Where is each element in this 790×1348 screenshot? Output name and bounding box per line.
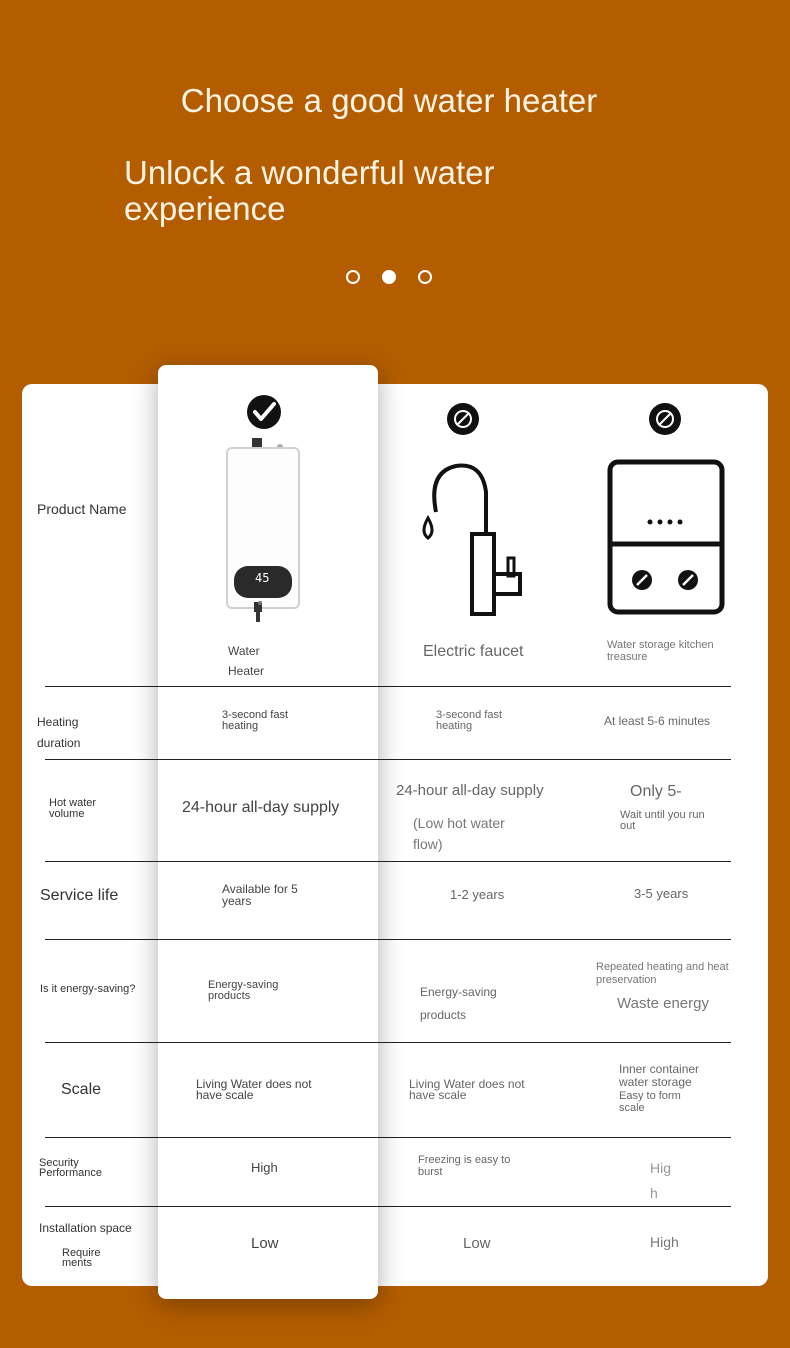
- page-subtitle: Unlock a wonderful water experience: [124, 154, 495, 227]
- energy-c4: Repeated heating and heat: [596, 961, 729, 973]
- row-label-scale: Scale: [61, 1081, 102, 1098]
- checkmark-icon: [247, 395, 281, 429]
- heating-c3: 3-second fast: [436, 709, 503, 721]
- volume-c4: out: [620, 820, 636, 832]
- energy-c4: preservation: [596, 974, 657, 986]
- energy-c2: products: [208, 990, 251, 1002]
- prohibited-icon: [649, 403, 681, 435]
- row-label-heating: duration: [37, 736, 81, 750]
- scale-c3: Living Water does not: [409, 1077, 525, 1091]
- security-c4: h: [650, 1185, 658, 1201]
- install-c3: Low: [463, 1235, 491, 1252]
- service-c3: 1-2 years: [450, 887, 505, 902]
- scale-c4: water storage: [619, 1075, 692, 1089]
- row-label-product-name: Product Name: [37, 501, 127, 517]
- carousel-dot-1[interactable]: [346, 270, 360, 284]
- row-divider: [45, 861, 731, 862]
- row-label-security: Performance: [39, 1167, 102, 1179]
- service-c4: 3-5 years: [634, 886, 689, 901]
- security-c3: Freezing is easy to: [418, 1154, 511, 1166]
- scale-c4: Inner container: [619, 1062, 700, 1076]
- product-name-storage: Water storage kitchen: [607, 639, 714, 651]
- energy-c3: Energy-saving: [420, 985, 497, 999]
- security-c2: High: [251, 1160, 278, 1175]
- heating-c2: heating: [222, 720, 259, 732]
- carousel-dots: [346, 270, 432, 284]
- energy-c3: products: [420, 1008, 467, 1022]
- service-c2: years: [222, 894, 252, 908]
- scale-c4: scale: [619, 1102, 645, 1114]
- row-divider: [45, 686, 731, 687]
- volume-c4: Only 5-: [630, 783, 682, 800]
- volume-c3: flow): [413, 836, 443, 852]
- row-label-volume: Hot water: [49, 797, 97, 809]
- heater-display: 45: [255, 571, 270, 585]
- row-label-energy: Is it energy-saving?: [40, 983, 136, 995]
- row-label-install: Installation space: [39, 1221, 132, 1235]
- scale-c4: Easy to form: [619, 1090, 681, 1102]
- row-divider: [45, 759, 731, 760]
- product-name-faucet: Electric faucet: [423, 643, 524, 660]
- energy-c4: Waste energy: [617, 995, 709, 1012]
- heating-c3: heating: [436, 720, 473, 732]
- security-c3: burst: [418, 1166, 443, 1178]
- carousel-dot-3[interactable]: [418, 270, 432, 284]
- scale-c3: have scale: [409, 1088, 467, 1102]
- heating-c2: 3-second fast: [222, 709, 289, 721]
- volume-c3: (Low hot water: [413, 815, 505, 831]
- heating-c4: At least 5-6 minutes: [604, 714, 711, 728]
- row-divider: [45, 1137, 731, 1138]
- product-name-heater: Water: [228, 644, 260, 658]
- storage-heater-image: [606, 458, 726, 618]
- energy-c2: Energy-saving: [208, 979, 279, 991]
- row-label-volume: volume: [49, 808, 85, 820]
- row-divider: [45, 1042, 731, 1043]
- row-divider: [45, 939, 731, 940]
- product-name-heater: Heater: [228, 664, 265, 678]
- row-divider: [45, 1206, 731, 1207]
- water-heater-image: [222, 436, 304, 622]
- carousel-dot-2[interactable]: [382, 270, 396, 284]
- page-title: Choose a good water heater: [180, 82, 598, 119]
- volume-c3: 24-hour all-day supply: [396, 782, 544, 799]
- install-c2: Low: [251, 1235, 279, 1252]
- volume-c4: Wait until you run: [620, 809, 705, 821]
- row-label-security: Security: [39, 1157, 79, 1169]
- volume-c2: 24-hour all-day supply: [182, 799, 340, 816]
- security-c4: Hig: [650, 1160, 672, 1176]
- product-name-storage: treasure: [607, 651, 648, 663]
- prohibited-icon: [447, 403, 479, 435]
- row-label-install: Require: [62, 1247, 101, 1259]
- scale-c2: have scale: [196, 1088, 254, 1102]
- row-label-service: Service life: [40, 887, 119, 904]
- install-c4: High: [650, 1234, 679, 1250]
- row-label-heating: Heating: [37, 715, 79, 729]
- service-c2: Available for 5: [222, 882, 298, 896]
- faucet-image: [416, 462, 528, 618]
- row-label-install: ments: [62, 1257, 92, 1269]
- scale-c2: Living Water does not: [196, 1077, 312, 1091]
